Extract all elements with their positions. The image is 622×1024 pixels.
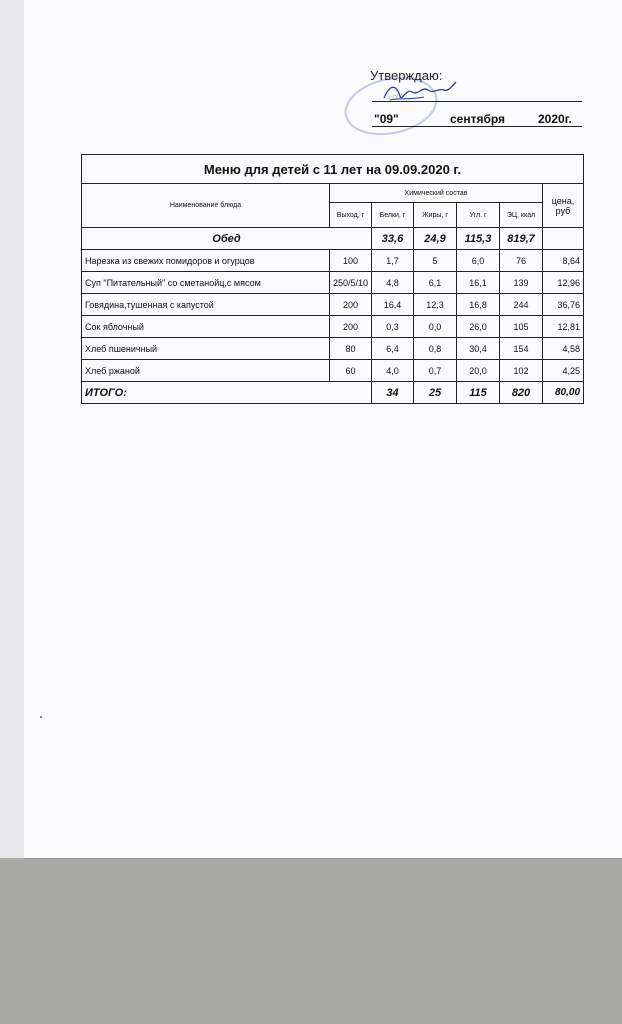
dish-fat: 0,8: [414, 338, 457, 360]
signature: [380, 78, 458, 108]
dish-carbs: 16,8: [457, 294, 500, 316]
dish-energy: 139: [500, 272, 543, 294]
approval-label: Утверждаю:: [370, 68, 443, 83]
dish-energy: 102: [500, 360, 543, 382]
dish-carbs: 30,4: [457, 338, 500, 360]
dish-name: Сок яблочный: [82, 316, 330, 338]
section-title: Обед: [82, 228, 372, 250]
table-row: [82, 316, 584, 338]
stamp-lettering: СОШ: [387, 93, 404, 103]
table-title-row: [82, 155, 584, 184]
page-edge: [0, 0, 24, 858]
dish-energy: 244: [500, 294, 543, 316]
dish-protein: 4,0: [372, 360, 414, 382]
dish-carbs: 6,0: [457, 250, 500, 272]
dish-fat: 0,7: [414, 360, 457, 382]
dish-name: Хлеб ржаной: [82, 360, 330, 382]
section-price-empty: [543, 228, 584, 250]
dish-yield: 200: [330, 316, 372, 338]
dish-price: 36,76: [543, 294, 584, 316]
header-yield: Выход, г: [330, 203, 372, 228]
dish-protein: 0,3: [372, 316, 414, 338]
table-row: [82, 360, 584, 382]
date-year: 2020г.: [538, 112, 572, 126]
dish-price: 4,58: [543, 338, 584, 360]
dish-name: Нарезка из свежих помидоров и огурцов: [82, 250, 330, 272]
header-price: цена, руб: [543, 184, 584, 228]
dish-fat: 5: [414, 250, 457, 272]
signature-line: [372, 101, 582, 102]
document-page: [24, 0, 622, 859]
dish-energy: 105: [500, 316, 543, 338]
dish-protein: 6,4: [372, 338, 414, 360]
header-energy: ЭЦ, ккал: [500, 203, 543, 228]
header-fat: Жиры, г: [414, 203, 457, 228]
section-carbs: 115,3: [457, 228, 500, 250]
dish-protein: 16,4: [372, 294, 414, 316]
dish-yield: 200: [330, 294, 372, 316]
total-carbs: 115: [457, 382, 500, 404]
dish-name: Суп "Питательный" со сметанойц,с мясом: [82, 272, 330, 294]
table-row: [82, 294, 584, 316]
table-row: [82, 338, 584, 360]
dish-yield: 80: [330, 338, 372, 360]
dish-fat: 0,0: [414, 316, 457, 338]
dish-yield: 250/5/10: [330, 272, 372, 294]
dish-protein: 1,7: [372, 250, 414, 272]
section-fat: 24,9: [414, 228, 457, 250]
dish-protein: 4,8: [372, 272, 414, 294]
dish-energy: 76: [500, 250, 543, 272]
dish-yield: 100: [330, 250, 372, 272]
section-protein: 33,6: [372, 228, 414, 250]
dish-energy: 154: [500, 338, 543, 360]
menu-title: Меню для детей с 11 лет на 09.09.2020 г.: [82, 155, 584, 184]
scan-speck: [40, 716, 42, 718]
section-energy: 819,7: [500, 228, 543, 250]
date-underline: [372, 126, 582, 127]
date-day: "09": [374, 112, 399, 126]
table-row: [82, 272, 584, 294]
dish-price: 4,25: [543, 360, 584, 382]
dish-carbs: 20,0: [457, 360, 500, 382]
dish-price: 12,96: [543, 272, 584, 294]
total-price: 80,00: [543, 382, 584, 404]
dish-carbs: 26,0: [457, 316, 500, 338]
dish-yield: 60: [330, 360, 372, 382]
dish-fat: 12,3: [414, 294, 457, 316]
dish-carbs: 16,1: [457, 272, 500, 294]
dish-name: Говядина,тушенная с капустой: [82, 294, 330, 316]
total-fat: 25: [414, 382, 457, 404]
header-dish-name: Наименование блюда: [82, 184, 330, 228]
date-month: сентября: [450, 112, 506, 126]
header-protein: Белки, г: [372, 203, 414, 228]
table-row: [82, 250, 584, 272]
section-row: [82, 228, 584, 250]
total-protein: 34: [372, 382, 414, 404]
total-row: [82, 382, 584, 404]
menu-table: [81, 154, 584, 404]
total-label: ИТОГО:: [82, 382, 372, 404]
dish-price: 12,81: [543, 316, 584, 338]
dish-name: Хлеб пшеничный: [82, 338, 330, 360]
header-row-1: [82, 184, 584, 203]
header-carbs: Угл. г: [457, 203, 500, 228]
dish-fat: 6,1: [414, 272, 457, 294]
header-chemical: Химический состав: [330, 184, 543, 203]
dish-price: 8,64: [543, 250, 584, 272]
total-energy: 820: [500, 382, 543, 404]
